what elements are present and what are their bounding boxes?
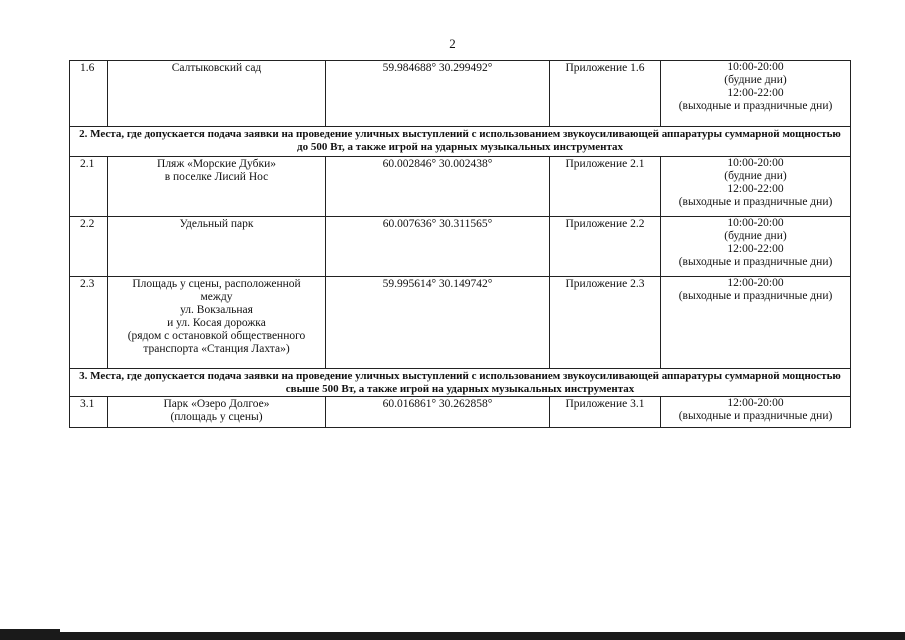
- schedule-cell: [661, 61, 851, 127]
- place-line: Площадь у сцены, расположенной: [132, 278, 301, 290]
- page-number: 2: [449, 36, 456, 51]
- place-line: транспорта «Станция Лахта»): [143, 343, 290, 355]
- row-number: 2.1: [70, 157, 108, 217]
- table-row: [70, 277, 851, 369]
- schedule-line: (будние дни): [724, 170, 787, 182]
- row-number: 2.3: [70, 277, 108, 369]
- place-cell: [108, 277, 326, 369]
- schedule-line: (будние дни): [724, 74, 787, 86]
- scan-bottom-edge: [0, 632, 905, 640]
- section-2-heading: 2. Места, где допускается подача заявки на проведение уличных выступлений с использованием звукоусиливающей аппаратуры суммарной мощностью до 500 Вт, а также игрой на ударных музыкальных инструментах: [70, 127, 851, 157]
- schedule-line: 10:00-20:00: [727, 217, 784, 229]
- schedule-line: 10:00-20:00: [727, 157, 784, 169]
- schedule-line: 12:00-22:00: [727, 87, 784, 99]
- place-line: Салтыковский сад: [171, 62, 262, 74]
- schedule-line: 12:00-20:00: [727, 397, 784, 409]
- coordinates-cell: 59.995614° 30.149742°: [326, 277, 550, 369]
- table-row: [70, 397, 851, 428]
- place-cell: [108, 157, 326, 217]
- coordinates-cell: 60.007636° 30.311565°: [326, 217, 550, 277]
- coordinates-cell: 59.984688° 30.299492°: [326, 61, 550, 127]
- row-number: 3.1: [70, 397, 108, 428]
- appendix-cell: Приложение 2.2: [550, 217, 661, 277]
- schedule-line: 12:00-20:00: [727, 277, 784, 289]
- place-line: Удельный парк: [179, 218, 254, 230]
- appendix-cell: Приложение 1.6: [550, 61, 661, 127]
- place-line: (рядом с остановкой общественного: [127, 330, 306, 342]
- schedule-line: 10:00-20:00: [727, 61, 784, 73]
- place-line: в поселке Лисий Нос: [164, 171, 269, 183]
- section-header-row: [70, 127, 851, 157]
- place-line: ул. Вокзальная: [180, 304, 253, 316]
- schedule-line: (выходные и праздничные дни): [678, 290, 833, 302]
- coordinates-cell: 60.016861° 30.262858°: [326, 397, 550, 428]
- place-line: и ул. Косая дорожка: [167, 317, 266, 329]
- place-line: Пляж «Морские Дубки»: [157, 158, 276, 170]
- schedule-line: (выходные и праздничные дни): [678, 100, 833, 112]
- row-number: 1.6: [70, 61, 108, 127]
- schedule-cell: [661, 397, 851, 428]
- schedule-line: (выходные и праздничные дни): [678, 256, 833, 268]
- schedule-line: 12:00-22:00: [727, 183, 784, 195]
- schedule-cell: [661, 277, 851, 369]
- schedule-line: (будние дни): [724, 230, 787, 242]
- row-number: 2.2: [70, 217, 108, 277]
- place-line: между: [200, 291, 233, 303]
- table-row: [70, 157, 851, 217]
- place-line: Парк «Озеро Долгое»: [163, 398, 270, 410]
- section-3-heading: 3. Места, где допускается подача заявки на проведение уличных выступлений с использованием звукоусиливающей аппаратуры суммарной мощностью свыше 500 Вт, а также игрой на ударных музыкальных инструментах: [70, 369, 851, 397]
- schedule-line: 12:00-22:00: [727, 243, 784, 255]
- schedule-line: (выходные и праздничные дни): [678, 196, 833, 208]
- appendix-cell: Приложение 2.1: [550, 157, 661, 217]
- section-header-row: [70, 369, 851, 397]
- table-row: [70, 217, 851, 277]
- coordinates-cell: 60.002846° 30.002438°: [326, 157, 550, 217]
- schedule-cell: [661, 157, 851, 217]
- locations-table: [69, 60, 851, 428]
- appendix-cell: Приложение 3.1: [550, 397, 661, 428]
- schedule-line: (выходные и праздничные дни): [678, 410, 833, 422]
- place-cell: [108, 217, 326, 277]
- place-line: (площадь у сцены): [170, 411, 263, 423]
- table-row: [70, 61, 851, 127]
- place-cell: [108, 61, 326, 127]
- place-cell: [108, 397, 326, 428]
- appendix-cell: Приложение 2.3: [550, 277, 661, 369]
- schedule-cell: [661, 217, 851, 277]
